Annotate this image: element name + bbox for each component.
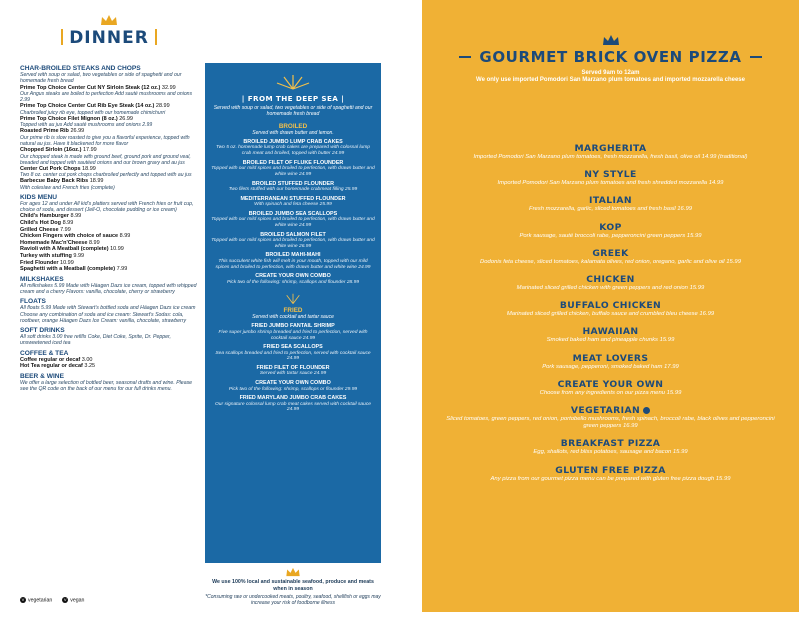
menu-item-name: Hot Tea regular or decaf — [20, 363, 83, 370]
pizza-name-text: MEAT LOVERS — [572, 352, 649, 364]
menu-item-price: 8.99 — [62, 219, 74, 226]
menu-item-name: Roasted Prime Rib — [20, 128, 69, 135]
menu-item-name: Chicken Fingers with choice of sauce — [20, 233, 119, 240]
seafood-item-desc: Two filets stuffed with our homemade crabmeat filling 25.99 — [228, 187, 358, 193]
pizza-name — [422, 169, 799, 180]
pizza-name-text: CREATE YOUR OWN — [557, 378, 664, 390]
crown-icon — [602, 34, 620, 46]
seafood-item-desc: Pick two of the following: shrimp, scallops and flounder 28.99 — [226, 279, 360, 285]
pizza-desc: Smoked baked ham and pineapple chunks 15.99 — [546, 337, 675, 344]
crown-icon — [285, 567, 301, 577]
menu-item — [20, 147, 198, 154]
pizza-desc: Marinated sliced grilled chicken, buffalo sauce and crumbled bleu cheese 16.99 — [506, 311, 715, 318]
menu-item-name: Ravioli with A Meatball (complete) — [20, 246, 109, 253]
menu-item — [20, 246, 198, 253]
pizza-hours: Served 9am to 12am — [581, 70, 640, 76]
vegetarian-icon — [643, 407, 650, 414]
pizza-name-text: BREAKFAST PIZZA — [560, 438, 661, 450]
section-title: SOFT DRINKS — [20, 327, 65, 335]
broiled-title: BROILED — [278, 123, 308, 130]
pizza-desc: Marinated sliced grilled chicken with green peppers and red onion 15.99 — [516, 285, 705, 292]
menu-item-price: 32.99 — [161, 84, 176, 91]
menu-item-name: Chopped Sirloin (16oz.) — [20, 146, 82, 153]
menu-item-desc: Our chopped steak is made with ground beef, ground pork and ground veal, breaded and topped with sautéed onions and our brown gravy and au jus — [20, 153, 191, 166]
broiled-list — [211, 139, 375, 285]
pizza-name-text: GREEK — [592, 247, 629, 259]
menu-item-price: 17.99 — [82, 146, 97, 153]
section-title: COFFEE & TEA — [20, 349, 69, 357]
seafood-item-name: BROILED MAHI-MAHI — [265, 252, 321, 259]
section-desc: We offer a large selection of bottled beer, seasonal drafts and wine. Please see the QR code on the back of our menu for our full drinks menu. — [20, 379, 193, 393]
menu-item — [20, 260, 198, 267]
pizza-desc: Egg, shallots, red bliss potatoes, sausage and bacon 15.99 — [533, 449, 688, 456]
pizza-name-text: MARGHERITA — [574, 143, 647, 154]
pizza-name — [422, 405, 799, 416]
vegetarian-icon: V — [21, 597, 25, 602]
section-desc: Served with soup or salad, two vegetables or side of spaghetti and our homemade fresh bread — [20, 72, 182, 85]
menu-item — [20, 253, 198, 260]
menu-item — [20, 266, 198, 273]
seafood-item-name: BROILED JUMBO SEA SCALLOPS — [248, 210, 338, 217]
menu-item — [20, 227, 198, 234]
pizza-name — [422, 195, 799, 206]
legend-vegan — [62, 597, 84, 603]
menu-item-price: 8.99 — [88, 239, 100, 246]
seafood-item-name: FRIED SEA SCALLOPS — [263, 344, 323, 351]
menu-item-price: 10.99 — [60, 259, 74, 266]
menu-item — [20, 166, 198, 173]
pizza-desc: Any pizza from our gourmet pizza menu can be prepared with gluten free pizza dough 15.99 — [490, 475, 731, 482]
menu-item-name: Grilled Cheese — [20, 226, 59, 233]
seafood-item-desc: With spinach and feta cheese 25.99 — [254, 202, 332, 208]
sustainable-note: We use 100% local and sustainable seafood, produce and meats when in season — [212, 579, 374, 592]
menu-item-name: Spaghetti with a Meatball (complete) — [20, 266, 116, 273]
seafood-item-desc: Two 5 oz. homemade lump crab cakes are prepared with colossal lump crab meat and broiled, topped with butter 24.99 — [215, 145, 371, 157]
seafood-item-desc: Topped with our mild spices and broiled to perfection, with drawn butter and white wine 24.99 — [211, 166, 375, 177]
vegan-icon: V — [63, 597, 67, 602]
dinner-title: DINNER — [69, 28, 149, 48]
pizza-title: GOURMET BRICK OVEN PIZZA — [479, 48, 742, 66]
menu-item-price: 9.99 — [73, 252, 85, 259]
sun-rays-icon — [278, 291, 308, 305]
menu-item-name: Prime Top Choice Filet Mignon (8 oz.) — [20, 115, 118, 122]
pizza-name — [422, 143, 799, 154]
menu-item — [20, 128, 198, 135]
legend-vegetarian — [20, 597, 52, 603]
deep-sea-desc: Served with soup or salad, two vegetables or side of spaghetti and our homemade fresh bread — [213, 105, 373, 117]
section-title: BEER & WINE — [20, 372, 64, 380]
title-bar-left — [61, 29, 63, 45]
menu-item-price: 18.99 — [89, 178, 104, 185]
pizza-desc: Pork sausage, sauté broccoli rabe, pepperoncini green peppers 15.99 — [519, 232, 702, 239]
seafood-item-desc: Five super jumbo shrimp breaded and fried to perfection, served with cocktail sauce 24.99 — [218, 329, 368, 341]
menu-item-name: Center Cut Pork Chops — [20, 165, 81, 172]
menu-item-desc: Charbroiled juicy rib eye, topped with our homemade chimichurri — [20, 109, 166, 116]
title-bar-right — [155, 29, 157, 45]
pizza-name-text: NY STYLE — [584, 169, 637, 181]
seafood-item-desc: Sea scallops breaded and fried to perfection, served with cocktail sauce 24.99 — [215, 350, 371, 362]
dinner-header — [20, 14, 198, 62]
pizza-name — [422, 222, 799, 233]
menu-item — [20, 233, 198, 240]
pizza-name — [422, 326, 799, 337]
menu-item-name: Barbecue Baby Back Ribs — [20, 178, 89, 185]
menu-item-price: 8.99 — [119, 233, 131, 240]
menu-item-price: 8.99 — [70, 213, 82, 220]
seafood-item-desc: Served with tartar sauce 24.99 — [259, 371, 327, 377]
menu-item — [20, 103, 198, 110]
fried-desc: Served with cocktail and tartar sauce — [252, 314, 334, 321]
menu-item-price: 26.99 — [119, 115, 133, 122]
fried-list — [211, 323, 375, 413]
pizza-name-text: ITALIAN — [589, 195, 632, 207]
deep-sea-footer — [205, 563, 381, 625]
menu-item-desc: Topped with au jus Add sauté mushrooms and onions 2.99 — [20, 122, 153, 129]
menu-item-name: Fried Flounder — [20, 259, 59, 266]
menu-item-price: 26.99 — [70, 128, 85, 135]
menu-item-name: Homemade Mac'n'Cheese — [20, 239, 88, 246]
pizza-name — [422, 379, 799, 390]
pizza-name-text: VEGETARIAN — [570, 405, 641, 417]
seafood-item-desc: Pick two of the following: shrimp, scallops or flounder 29.99 — [228, 386, 358, 392]
title-bar-left — [459, 56, 471, 58]
pizza-name — [422, 274, 799, 285]
crown-icon — [100, 14, 118, 26]
menu-item-price: 3.25 — [84, 363, 96, 370]
seafood-item-name: CREATE YOUR OWN COMBO — [255, 380, 331, 387]
menu-item — [20, 357, 198, 364]
broiled-desc: Served with drawn butter and lemon. — [252, 130, 334, 136]
title-bar-right — [750, 56, 762, 58]
menu-item-price: 3.00 — [81, 356, 93, 363]
menu-item — [20, 85, 198, 92]
pizza-desc: Sliced tomatoes, green peppers, red onion, portobello mushrooms, fresh spinach, broccoli rabe, black olives and pepperoncini green peppers 16.99 — [446, 416, 775, 430]
dinner-column — [20, 14, 198, 624]
menu-item-name: Coffee regular or decaf — [20, 356, 81, 363]
menu-item-name: Child's Hamburger — [20, 213, 69, 220]
pizza-desc: Fresh mozzarella, garlic, sliced tomatoes and fresh basil 16.99 — [528, 206, 693, 213]
menu-item-price: 10.99 — [110, 246, 124, 253]
menu-item-name: Child's Hot Dog — [20, 219, 62, 226]
fried-title: FRIED — [283, 307, 303, 315]
pizza-desc: Dodonis feta cheese, sliced tomatoes, kalamata olives, red onion, oregano, garlic and olive oil 15.99 — [480, 258, 741, 265]
deep-sea-title-text: FROM THE DEEP SEA — [247, 94, 339, 103]
pizza-name — [422, 465, 799, 476]
seafood-item-desc: Our signature colossal lump crab meat cakes served with cocktail sauce 24.99 — [214, 401, 372, 413]
seafood-item-name: BROILED SALMON FILET — [260, 231, 326, 238]
pizza-name — [422, 353, 799, 364]
menu-item-desc: With coleslaw and French fries (complete) — [20, 184, 115, 191]
seafood-item-name: FRIED FILET OF FLOUNDER — [256, 365, 330, 372]
pizza-note: We only use imported Pomodori San Marzano plum tomatoes and imported mozzarella cheese — [476, 77, 745, 83]
deep-sea-panel — [205, 63, 381, 563]
menu-item-price: 18.99 — [82, 165, 96, 172]
section-desc: All milkshakes 5.99 Made with Häagen Dazs ice cream, topped with whipped cream and a cherry Flavors: vanilla, chocolate, cherry or strawberry — [20, 282, 197, 295]
legend-vegan-label: vegan — [70, 597, 85, 604]
seafood-item-name: BROILED JUMBO LUMP CRAB CAKES — [243, 139, 343, 145]
seafood-item-name: BROILED STUFFED FLOUNDER — [251, 180, 335, 187]
seafood-item-name: FRIED JUMBO FANTAIL SHRIMP — [251, 323, 335, 330]
section-title: CHAR-BROILED STEAKS AND CHOPS — [20, 65, 141, 72]
menu-item — [20, 116, 198, 123]
seafood-item-name: FRIED MARYLAND JUMBO CRAB CAKES — [239, 395, 347, 402]
deep-sea-title: | FROM THE DEEP SEA | — [241, 94, 345, 103]
pizza-panel — [422, 0, 799, 612]
menu-item — [20, 220, 198, 227]
seafood-item-desc: Topped with our mild spices and broiled to perfection, with drawn butter and white wine 26.99 — [211, 238, 375, 249]
pizza-name — [422, 438, 799, 449]
dinner-sections — [20, 65, 198, 393]
seafood-item-name: CREATE YOUR OWN COMBO — [255, 273, 331, 280]
menu-item-name: Prime Top Choice Center Cut Rib Eye Steak (14 oz.) — [20, 103, 155, 110]
menu-item-name: Turkey with stuffing — [20, 252, 72, 259]
section-desc: All soft drinks 3.00 free refills Coke, Diet Coke, Sprite, Dr. Pepper, unsweetened iced tea — [20, 334, 171, 347]
menu-item — [20, 178, 198, 185]
menu-item-price: 28.99 — [155, 103, 170, 110]
menu-item-desc: Our prime rib is slow roasted to give you a flavorful experience, topped with natural au jus. Have it blackened for more flavor — [20, 134, 190, 147]
section-desc: All floats 5.99 Made with Stewart's bottled soda and Häagen Dazs ice cream Choose any combination of soda and ice cream: Stewart's Sodas: cola, rootbeer, orange Häagen Dazs Ice Cream: vanilla, chocolate, strawberry — [20, 305, 196, 324]
menu-item — [20, 213, 198, 220]
menu-item — [20, 363, 198, 370]
section-title: KIDS MENU — [20, 193, 57, 201]
pizza-name-text: GLUTEN FREE PIZZA — [555, 464, 666, 476]
seafood-item-desc: Topped with our mild spices and broiled to perfection, with drawn butter and white wine 24.99 — [211, 217, 375, 228]
menu-item-price: 7.99 — [60, 226, 71, 233]
pizza-name-text: CHICKEN — [586, 274, 635, 286]
legend-vegetarian-label: vegetarian — [28, 597, 53, 604]
pizza-name — [422, 248, 799, 259]
pizza-name-text: KOP — [599, 221, 622, 233]
seafood-item-name: MEDITERRANEAN STUFFED FLOUNDER — [240, 195, 346, 202]
menu-item — [20, 240, 198, 247]
menu-item-name: Prime Top Choice Center Cut NY Sirloin Steak (12 oz.) — [20, 84, 161, 91]
seafood-item-name: BROILED FILET OF FLUKE FLOUNDER — [242, 159, 344, 166]
consumption-warning: *Consuming raw or undercooked meats, poultry, seafood, shellfish or eggs may increase your risk of foodborne illness — [205, 594, 381, 607]
menu-item-desc: Our Angus steaks are boiled to perfection Add sauté mushrooms and onions 2.99 — [20, 91, 193, 104]
pizza-desc: Imported Pomodori San Marzano plum tomatoes, fresh mozzarella, fresh basil, olive oil 14.99 (traditional) — [473, 154, 748, 160]
pizza-desc: Imported Pomodori San Marzano plum tomatoes and fresh shredded mozzarella 14.99 — [497, 180, 724, 187]
section-title: MILKSHAKES — [20, 275, 64, 283]
diet-legend — [20, 597, 84, 603]
pizza-name-text: BUFFALO CHICKEN — [559, 300, 662, 312]
menu-item-price: 7.99 — [116, 266, 128, 273]
pizza-list — [422, 143, 799, 483]
pizza-desc: Choose from any ingredients on our pizza menu 15.99 — [539, 389, 682, 396]
pizza-name — [422, 300, 799, 311]
pizza-desc: Pork sausage, pepperoni, smoked baked ham 17.99 — [542, 363, 679, 370]
menu-item-desc: Two 8 oz. center cut pork chops charbroiled perfectly and topped with au jus — [20, 172, 192, 179]
seafood-item-desc: This succulent white fish will melt in your mouth, topped with our mild spices and broiled to perfection, with drawn butter and white wine 24.99 — [215, 258, 371, 270]
sun-rays-icon — [273, 71, 313, 91]
section-title: FLOATS — [20, 298, 46, 306]
pizza-name-text: HAWAIIAN — [582, 326, 639, 338]
section-desc: For ages 12 and under All kid's platters served with French fries or fruit cup, choice of soda, and dessert (Jell-O, chocolate pudding or ice cream) — [20, 200, 194, 214]
